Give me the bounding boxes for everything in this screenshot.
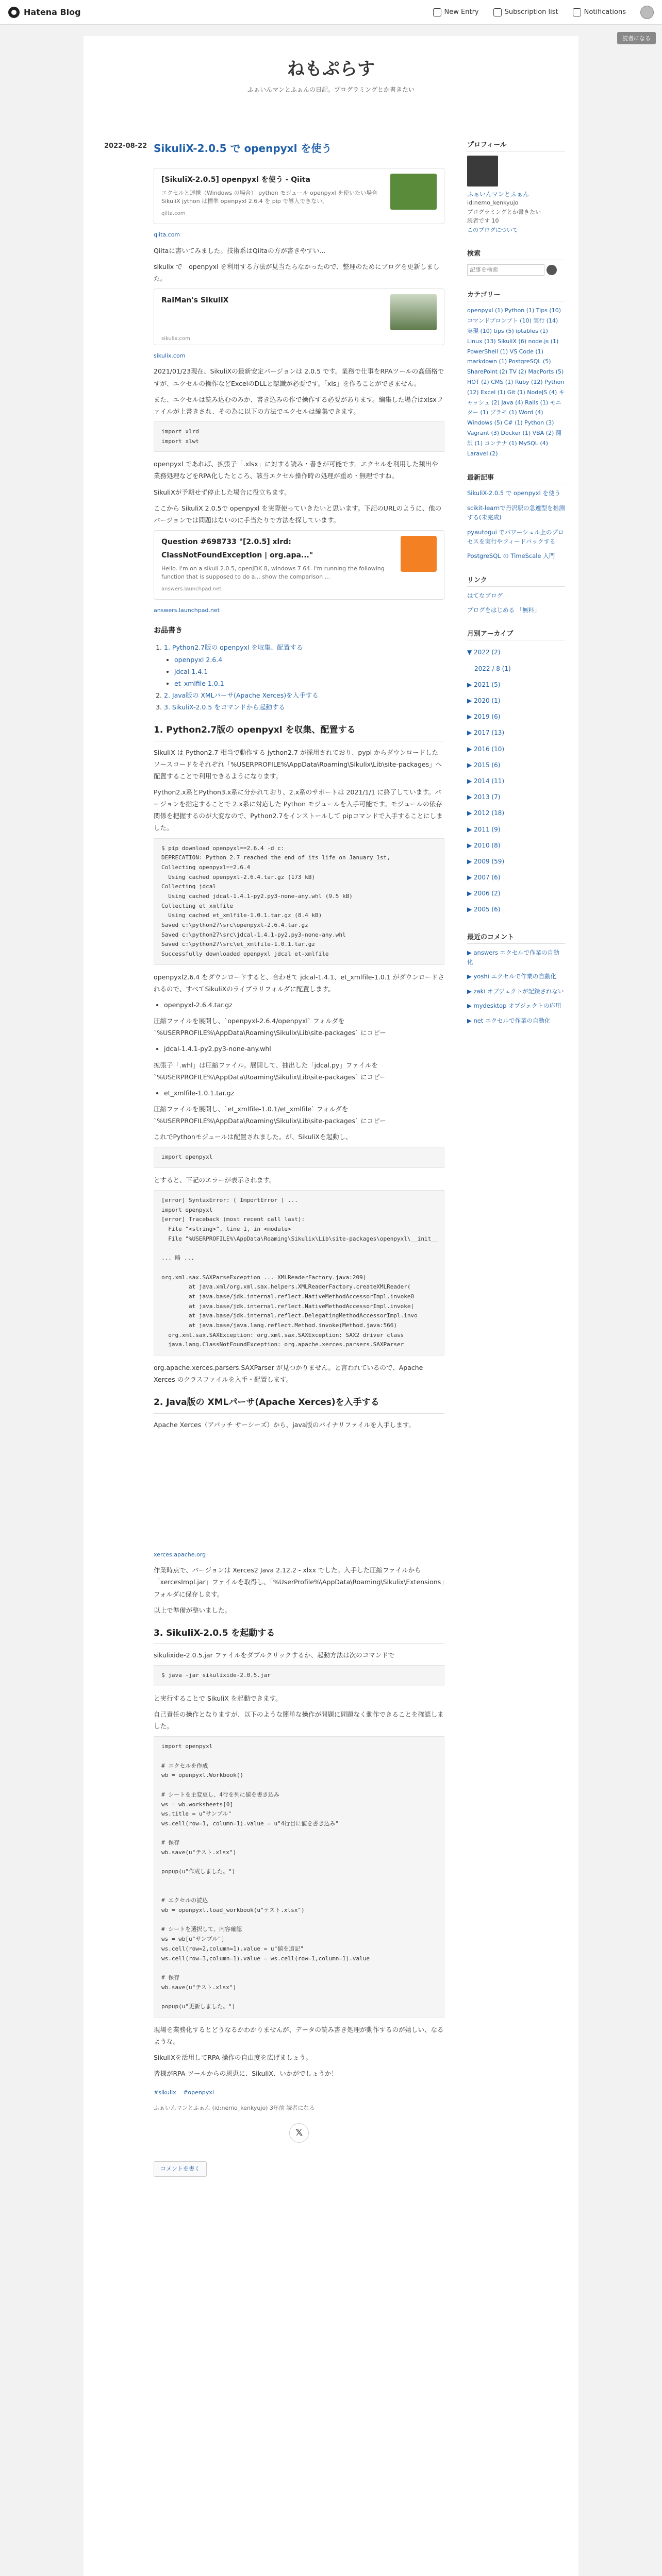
comment-link[interactable]: ▶ zaki オブジェクトが記録されない bbox=[467, 987, 564, 995]
sidebar-title: カテゴリー bbox=[467, 289, 565, 301]
toc-subitem[interactable] bbox=[174, 666, 444, 677]
archive-item[interactable] bbox=[467, 886, 565, 902]
links-list bbox=[467, 591, 565, 615]
profile-name[interactable]: ふぁいんマンとふぁん bbox=[467, 191, 529, 198]
archive-item[interactable] bbox=[467, 677, 565, 693]
archive-item[interactable] bbox=[467, 822, 565, 838]
link[interactable]: はてなブログ bbox=[467, 591, 503, 599]
archive-link[interactable]: ▶ 2019 (6) bbox=[467, 713, 501, 721]
comment-link[interactable]: ▶ mydesktop オブジェクトの応用 bbox=[467, 1002, 561, 1010]
paragraph: また、エクセルは読み込むのみか、書き込みの作で操作する必要があります。編集した場合はxlsxファイルが上書きされ、その為に以下の方法でエクセルは編集できます。 bbox=[154, 395, 443, 415]
entry-date[interactable]: 2022-08-22 bbox=[104, 142, 147, 150]
archive-link[interactable]: ▶ 2013 (7) bbox=[467, 793, 501, 801]
embed-card-desc: Hello. I'm on a sikuli 2.0.5, openJDK 8, windows 7 64. I'm running the following function that is supposed to do a... show the comparison ... bbox=[161, 565, 385, 581]
file-list bbox=[164, 1043, 444, 1055]
archive-item[interactable] bbox=[467, 661, 565, 677]
archive-link[interactable]: ▶ 2012 (18) bbox=[467, 809, 505, 817]
notifications-button[interactable] bbox=[573, 8, 626, 16]
link-item[interactable] bbox=[467, 605, 565, 615]
archive-item[interactable] bbox=[467, 741, 565, 757]
toc-link[interactable]: openpyxl 2.6.4 bbox=[174, 655, 223, 664]
comment-link[interactable]: ▶ net エクセルで作業の自動化 bbox=[467, 1016, 551, 1024]
profile-id[interactable]: id:nemo_kenkyujo bbox=[467, 199, 519, 206]
comment-item[interactable] bbox=[467, 1001, 565, 1010]
archive-link[interactable]: ▶ 2017 (13) bbox=[467, 729, 505, 737]
x-share-icon[interactable]: 𝕏 bbox=[289, 2123, 309, 2143]
toc-subitem[interactable] bbox=[174, 654, 444, 666]
new-entry-button[interactable] bbox=[433, 8, 479, 16]
subscribe-badge[interactable]: 読者になる bbox=[617, 32, 656, 44]
links-section bbox=[467, 574, 565, 615]
blog-container bbox=[84, 36, 578, 2576]
archive-item[interactable] bbox=[467, 838, 565, 854]
archive-item[interactable] bbox=[467, 854, 565, 870]
embed-card-title: Question #698733 "[2.0.5] xlrd: ClassNotFoundException | org.apa..." bbox=[161, 537, 313, 560]
file-name: openpyxl-2.6.4.tar.gz bbox=[164, 1001, 233, 1009]
comment-link[interactable]: ▶ answers エクセルで作業の自動化 bbox=[467, 948, 559, 966]
paragraph: と実行することで SikuliX を起動できます。 bbox=[154, 1694, 282, 1702]
xerces-embed[interactable] bbox=[154, 1435, 444, 1548]
archive-link[interactable]: ▶ 2014 (11) bbox=[467, 777, 505, 785]
link-caption[interactable]: sikulix.com bbox=[154, 352, 186, 360]
link-item[interactable] bbox=[467, 591, 565, 600]
link-caption[interactable]: xerces.apache.org bbox=[154, 1551, 206, 1558]
search-input[interactable] bbox=[467, 264, 544, 276]
category-list[interactable]: openpyxl (1) Python (1) Tips (10) コマンドプロンプト (10) 実行 (14) 実現 (10) tips (5) iptables (1) Linux (13) SikuliX (6) node.js (1) PowerShell (1) VS Code (1) markdown (1) PostgreSQL (5) SharePoint (2) TV (2) MacPorts (5) HOT (2) CMS (1) Ruby (12) Python (12) Excel (1) Git (1) NodeJS (4) キャッシュ (2) Java (4) Rails (1) モニター (1) プラモ (1) Word (4) Windows (5) C# (1) Python (3) Vagrant (3) Docker (1) VBA (2) 翻訳 (1) コンテナ (1) MySQL (4) Laravel (2) bbox=[467, 307, 565, 457]
bell-icon bbox=[573, 8, 581, 16]
file-item bbox=[164, 999, 444, 1011]
paragraph: とすると、下記のエラーが表示されます。 bbox=[154, 1176, 276, 1184]
archive-link[interactable]: ▼ 2022 (2) bbox=[467, 649, 501, 656]
archive-link[interactable]: ▶ 2016 (10) bbox=[467, 745, 505, 753]
code-block: $ java -jar sikulixide-2.0.5.jar bbox=[154, 1665, 444, 1686]
recent-section bbox=[467, 472, 565, 561]
file-item bbox=[164, 1087, 444, 1099]
sikulix-thumbnail bbox=[390, 294, 437, 330]
paragraph: org.apache.xerces.parsers.SAXParser が見つかりません。と言われているので、Apache Xerces のクラスファイルを入手・配置します。 bbox=[154, 1364, 423, 1384]
section-heading-3: 3. SikuliX-2.0.5 を起動する bbox=[154, 1625, 444, 1644]
archive-section bbox=[467, 628, 565, 918]
toc-item[interactable] bbox=[164, 701, 444, 713]
profile-badge[interactable]: 読者です 10 bbox=[467, 217, 499, 225]
file-name: et_xmlfile-1.0.1.tar.gz bbox=[164, 1089, 235, 1097]
comments-list bbox=[467, 948, 565, 1025]
toc-item[interactable] bbox=[164, 641, 444, 689]
file-item bbox=[164, 1043, 444, 1055]
code-block: [error] SyntaxError: ( ImportError ) ... import openpyxl [error] Traceback (most recent call last): File "<string>", line 1, in <module> File "%USERPROFILE%\AppData\Roaming\Sikulix\Lib\site-packages\openpyxl\__init__ ... 略 ... org.xml.sax.SAXParseException ... XMLReaderFactory.java:209) at java.xml/org.xml.sax.helpers.XMLReaderFactory.createXMLReader( at java.base/jdk.internal.reflect.NativeMethodAccessorImpl.invoke0 at java.base/jdk.internal.reflect.NativeMethodAccessorImpl.invoke( at java.base/jdk.internal.reflect.DelegatingMethodAccessorImpl.invo at java.base/java.lang.reflect.Method.invoke(Method.java:566) org.xml.sax.SAXException: org.xml.sax.SAXException: SAX2 driver class java.lang.ClassNotFoundException: org.apache.xerces.parsers.SAXParser bbox=[154, 1190, 444, 1355]
archive-link[interactable]: ▶ 2010 (8) bbox=[467, 841, 501, 849]
recent-item[interactable] bbox=[467, 503, 565, 522]
embed-card-launchpad[interactable] bbox=[154, 530, 444, 600]
comment-item[interactable] bbox=[467, 948, 565, 967]
tag-link[interactable]: #sikulix bbox=[154, 2089, 176, 2096]
archive-link[interactable]: ▶ 2006 (2) bbox=[467, 890, 501, 897]
link[interactable]: ブログをはじめる 「無料」 bbox=[467, 606, 540, 614]
section-heading-1: 1. Python2.7版の openpyxl を収集、配置する bbox=[154, 722, 444, 741]
paragraph: SikuliXが予期せず停止した場合に役立ちます。 bbox=[154, 488, 291, 496]
sidebar-title: 月別アーカイブ bbox=[467, 628, 565, 640]
recent-item[interactable] bbox=[467, 488, 565, 498]
embed-card-site: qiita.com bbox=[161, 210, 186, 216]
recent-list bbox=[467, 488, 565, 561]
archive-link[interactable]: ▶ 2011 (9) bbox=[467, 825, 501, 833]
sidebar-title: 最近のコメント bbox=[467, 931, 565, 944]
archive-item[interactable] bbox=[467, 902, 565, 918]
archive-link[interactable]: ▶ 2021 (5) bbox=[467, 681, 501, 688]
subscription-list-button[interactable] bbox=[493, 8, 558, 16]
toc-link[interactable]: jdcal 1.4.1 bbox=[174, 667, 208, 675]
archive-item[interactable] bbox=[467, 709, 565, 725]
archive-item[interactable] bbox=[467, 693, 565, 709]
paragraph: 自己責任の操作となりますが、以下のような簡単な操作が問題に問題なく動作できることを確認しました。 bbox=[154, 1710, 444, 1731]
paragraph: Apache Xerces（アパッチ サーシーズ）から、java版のバイナリファイルを入手します。 bbox=[154, 1420, 415, 1429]
sidebar-title: 最新記事 bbox=[467, 472, 565, 484]
embed-card-title: [SikuliX-2.0.5] openpyxl を使う - Qiita bbox=[161, 176, 310, 184]
comment-item[interactable] bbox=[467, 1016, 565, 1025]
search-icon[interactable] bbox=[547, 265, 557, 275]
brand-label: Hatena Blog bbox=[24, 7, 81, 17]
code-block: import openpyxl # エクセルを作成 wb = openpyxl.Workbook() # シートを主変更し、4行を列に値を書き込み ws = wb.worksheets[0] ws.title = u"サンプル" ws.cell(row=1, column=1).value = u"4行目に値を書き込み" # 保存 wb.save(u"テスト.xlsx") popup(u"作成しました。") # エクセルの読込 wb = openpyxl.load_workbook(u"テスト.xlsx") # シートを選択して、内容確認 ws = wb[u"サンプル"] ws.cell(row=2,column=1).value = u"値を追記" ws.cell(row=3,column=1).value = ws.cell(row=1,column=1).value # 保存 wb.save(u"テスト.xlsx") popup(u"更新しました。") bbox=[154, 1736, 444, 2017]
file-name: jdcal-1.4.1-py2.py3-none-any.whl bbox=[164, 1045, 271, 1053]
archive-item[interactable] bbox=[467, 725, 565, 741]
archive-link[interactable]: ▶ 2009 (59) bbox=[467, 857, 505, 865]
toc-title: お品書き bbox=[154, 626, 183, 635]
table-of-contents bbox=[164, 641, 444, 713]
link-caption[interactable]: qiita.com bbox=[154, 231, 180, 239]
hatena-logo-icon bbox=[8, 7, 20, 18]
archive-item[interactable] bbox=[467, 870, 565, 886]
entry-footer: ふぁいんマンとふぁん (id:nemo_kenkyujo) 3年前 読者になる bbox=[154, 2105, 315, 2112]
blog-description: ふぁいんマンとふぁんの日記。プログラミングとか書きたい bbox=[247, 86, 415, 93]
paragraph: 以上で準備が整いました。 bbox=[154, 1606, 231, 1614]
list-icon bbox=[493, 8, 502, 16]
recent-item[interactable] bbox=[467, 551, 565, 561]
toc-link[interactable]: 1. Python2.7版の openpyxl を収集、配置する bbox=[164, 643, 303, 652]
sidebar-title: 検索 bbox=[467, 248, 565, 260]
paragraph: SikuliX は Python2.7 相当で動作する jython2.7 が採用されており、pypi からダウンロードしたソースコードをそれぞれ「%USERPROFILE%\AppData\Roaming\Sikulix\Lib\site-packages」へ配置することで利用できるようになります。 bbox=[154, 748, 442, 780]
sidebar-title: リンク bbox=[467, 574, 565, 587]
search-section bbox=[467, 248, 565, 276]
link-caption[interactable]: answers.launchpad.net bbox=[154, 607, 220, 614]
paragraph: ここから SikuliX 2.0.5で openpyxl を実際使っていきたいと思います。下記のURLのように、他のバージョンでは問題はないのに手当たりで方法を探しています。 bbox=[154, 504, 442, 524]
search-box bbox=[467, 264, 565, 276]
profile-avatar[interactable] bbox=[467, 156, 498, 187]
blog-title[interactable]: ねもぷらす bbox=[287, 59, 375, 79]
embed-card-qiita[interactable] bbox=[154, 168, 444, 224]
archive-link[interactable]: 2022 / 8 (1) bbox=[474, 665, 511, 672]
archive-link[interactable]: ▶ 2020 (1) bbox=[467, 697, 501, 705]
entry-tags bbox=[154, 2088, 444, 2098]
comment-item[interactable] bbox=[467, 987, 565, 996]
toc-item[interactable] bbox=[164, 689, 444, 701]
recent-link[interactable]: pyautogui でパワーシェル上のプロセスを実行やフィードバックする bbox=[467, 528, 564, 545]
comments-section bbox=[467, 931, 565, 1025]
embed-card-site: sikulix.com bbox=[161, 336, 190, 342]
entry-title[interactable]: SikuliX-2.0.5 で openpyxl を使う bbox=[154, 142, 332, 155]
hatena-brand[interactable] bbox=[8, 7, 81, 18]
toc-link[interactable]: 3. SikuliX-2.0.5 をコマンドから起動する bbox=[164, 703, 285, 711]
recent-link[interactable]: PostgreSQL の TimeScale 入門 bbox=[467, 552, 555, 560]
comment-link[interactable]: ▶ yoshi エクセルで作業の自動化 bbox=[467, 973, 556, 980]
recent-link[interactable]: scikit-learnで丹沢駅の急遽型を推測する(未完成) bbox=[467, 504, 565, 521]
archive-item[interactable] bbox=[467, 645, 565, 660]
new-entry-label: New Entry bbox=[444, 8, 479, 16]
file-list bbox=[164, 999, 444, 1011]
file-desc: 拡張子「.whl」は圧縮ファイル。展開して、抽出した「jdcal.py」ファイルを `%USERPROFILE%\AppData\Roaming\Sikulix\Lib\site-packages` にコピー bbox=[154, 1061, 386, 1081]
embed-card-site: answers.launchpad.net bbox=[161, 586, 222, 592]
paragraph: Qiitaに書いてみました。技術系はQiitaの方が書きやすい… bbox=[154, 246, 326, 255]
code-block: import openpyxl bbox=[154, 1147, 444, 1168]
archive-item[interactable] bbox=[467, 757, 565, 773]
category-section bbox=[467, 289, 565, 459]
recent-link[interactable]: SikuliX-2.0.5 で openpyxl を使う bbox=[467, 489, 560, 497]
archive-link[interactable]: ▶ 2005 (6) bbox=[467, 906, 501, 913]
paragraph: sikulix で openpyxl を利用する方法が見当たらなかったので、整理のためにブログを更新しました。 bbox=[154, 262, 440, 282]
code-block: import xlrd import xlwt bbox=[154, 421, 444, 452]
archive-link[interactable]: ▶ 2015 (6) bbox=[467, 761, 501, 769]
global-header bbox=[0, 0, 662, 25]
stackoverflow-thumbnail bbox=[401, 536, 437, 572]
comment-item[interactable] bbox=[467, 972, 565, 981]
pencil-icon bbox=[433, 8, 441, 16]
notifications-label: Notifications bbox=[584, 8, 626, 16]
about-link[interactable]: このブログについて bbox=[467, 226, 518, 233]
code-block: $ pip download openpyxl==2.6.4 -d c: DEPRECATION: Python 2.7 reached the end of its life on January 1st, Collecting openpyxl==2.6.4 Using cached openpyxl-2.6.4.tar.gz (173 kB) Collecting jdcal Using cached jdcal-1.4.1-py2.py3-none-any.whl (9.5 kB) Collecting et_xmlfile Using cached et_xmlfile-1.0.1.tar.gz (8.4 kB) Saved c:\python27\src\openpyxl-2.6.4.tar.gz Saved c:\python27\src\jdcal-1.4.1-py2.py3-none-any.whl Saved c:\python27\src\et_xmlfile-1.0.1.tar.gz Successfully downloaded openpyxl jdcal et-xmlfile bbox=[154, 838, 444, 965]
archive-item[interactable] bbox=[467, 773, 565, 789]
paragraph: 作業時点で、バージョンは Xerces2 Java 2.12.2 - xlxx でした。入手した圧縮ファイルから「xercesImpl.jar」ファイルを取得し、「%UserProfile%\AppData\Roaming\Sikulix\Extensions」フォルダに保存します。 bbox=[154, 1566, 444, 1598]
toc-link[interactable]: 2. Java版の XMLパーサ(Apache Xerces)を入手する bbox=[164, 691, 319, 699]
file-desc: 圧縮ファイルを展開し、`openpyxl-2.6.4/openpyxl` フォルダを `%USERPROFILE%\AppData\Roaming\Sikulix\Lib\site-packages` にコピー bbox=[154, 1017, 386, 1037]
section-heading-2: 2. Java版の XMLパーサ(Apache Xerces)を入手する bbox=[154, 1395, 444, 1413]
sidebar bbox=[467, 139, 565, 1039]
recent-item[interactable] bbox=[467, 528, 565, 547]
toc-link[interactable]: et_xmlfile 1.0.1 bbox=[174, 679, 224, 687]
file-list bbox=[164, 1087, 444, 1099]
embed-card-sikulix[interactable] bbox=[154, 289, 444, 345]
archive-link[interactable]: ▶ 2007 (6) bbox=[467, 874, 501, 882]
paragraph: 2021/01/23現在、SikuliXの最新安定バージョンは 2.0.5 です。業務で仕事をRPAツールの高価格ですが、エクセルの操作などExcelのDLLと認識が必要です。「xls」を作ることができません。 bbox=[154, 367, 444, 387]
file-desc: 圧縮ファイルを展開し、`et_xmlfile-1.0.1/et_xmlfile` フォルダを `%USERPROFILE%\AppData\Roaming\Sikulix\Lib\site-packages` にコピー bbox=[154, 1105, 386, 1125]
embed-card-title: RaiMan's SikuliX bbox=[161, 296, 229, 305]
tag-label: openpyxl bbox=[188, 2089, 214, 2096]
archive-list bbox=[467, 645, 565, 918]
archive-item[interactable] bbox=[467, 805, 565, 821]
comment-button[interactable]: コメントを書く bbox=[154, 2161, 207, 2177]
paragraph: 現場を業務化するとどうなるかわかりませんが、データの読み書き処理が動作するのが嬉しい、なるような。 bbox=[154, 2025, 444, 2045]
profile-section bbox=[467, 139, 565, 234]
toc-subitem[interactable] bbox=[174, 677, 444, 689]
user-avatar[interactable] bbox=[640, 6, 654, 19]
qiita-thumbnail bbox=[390, 174, 437, 210]
paragraph: Python2.x系とPython3.x系に分かれており、2.x系のサポートは 2021/1/1 に終了しています。バージョンを指定することで 2.x系に対応した Python モジュールを入手可能です。モジュールの依存関係を把握するのが大変なので、Python2.7をインストールして pipコマンドで入手することにしました。 bbox=[154, 788, 443, 832]
tag-label: sikulix bbox=[158, 2089, 176, 2096]
subscription-list-label: Subscription list bbox=[504, 8, 558, 16]
paragraph: SikuliXを活用してRPA 操作の自由度を広げましょう。 bbox=[154, 2053, 312, 2061]
paragraph: これでPythonモジュールは配置されました。が、SikuliXを起動し、 bbox=[154, 1133, 352, 1141]
paragraph: openpyxl であれば、拡張子「.xlsx」に対する読み・書きが可能です。エクセルを利用した頻出や業務処理などをRPA化したところ、該当エクセル操作時の処理が重め・無理ですね。 bbox=[154, 460, 438, 480]
paragraph: 皆様がRPA ツールからの恩恵に、SikuliX、いかがでしょうか！ bbox=[154, 2070, 338, 2077]
embed-card-desc: エクセルと連携（Windows の場合） python モジュール openpyxl を使いたい場合 SikuliX jython は標準 openpyxl 2.6.4 を pip で導入できない。 bbox=[161, 189, 378, 205]
paragraph: openpyxl2.6.4 をダウンロードすると、合わせて jdcal-1.4.1、et_xmlfile-1.0.1 がダウンロードされるので、すべてSikuliXのライブラリフォルダに配置します。 bbox=[154, 973, 444, 993]
entry-body bbox=[154, 165, 444, 2177]
header-actions bbox=[433, 6, 654, 19]
profile-desc: プログラミングとか書きたい bbox=[467, 208, 541, 215]
paragraph: sikulixide-2.0.5.jar ファイルをダブルクリックするか、起動方法は次のコマンドで bbox=[154, 1651, 395, 1659]
tag-link[interactable]: #openpyxl bbox=[183, 2089, 214, 2096]
archive-item[interactable] bbox=[467, 789, 565, 805]
sidebar-title: プロフィール bbox=[467, 139, 565, 151]
